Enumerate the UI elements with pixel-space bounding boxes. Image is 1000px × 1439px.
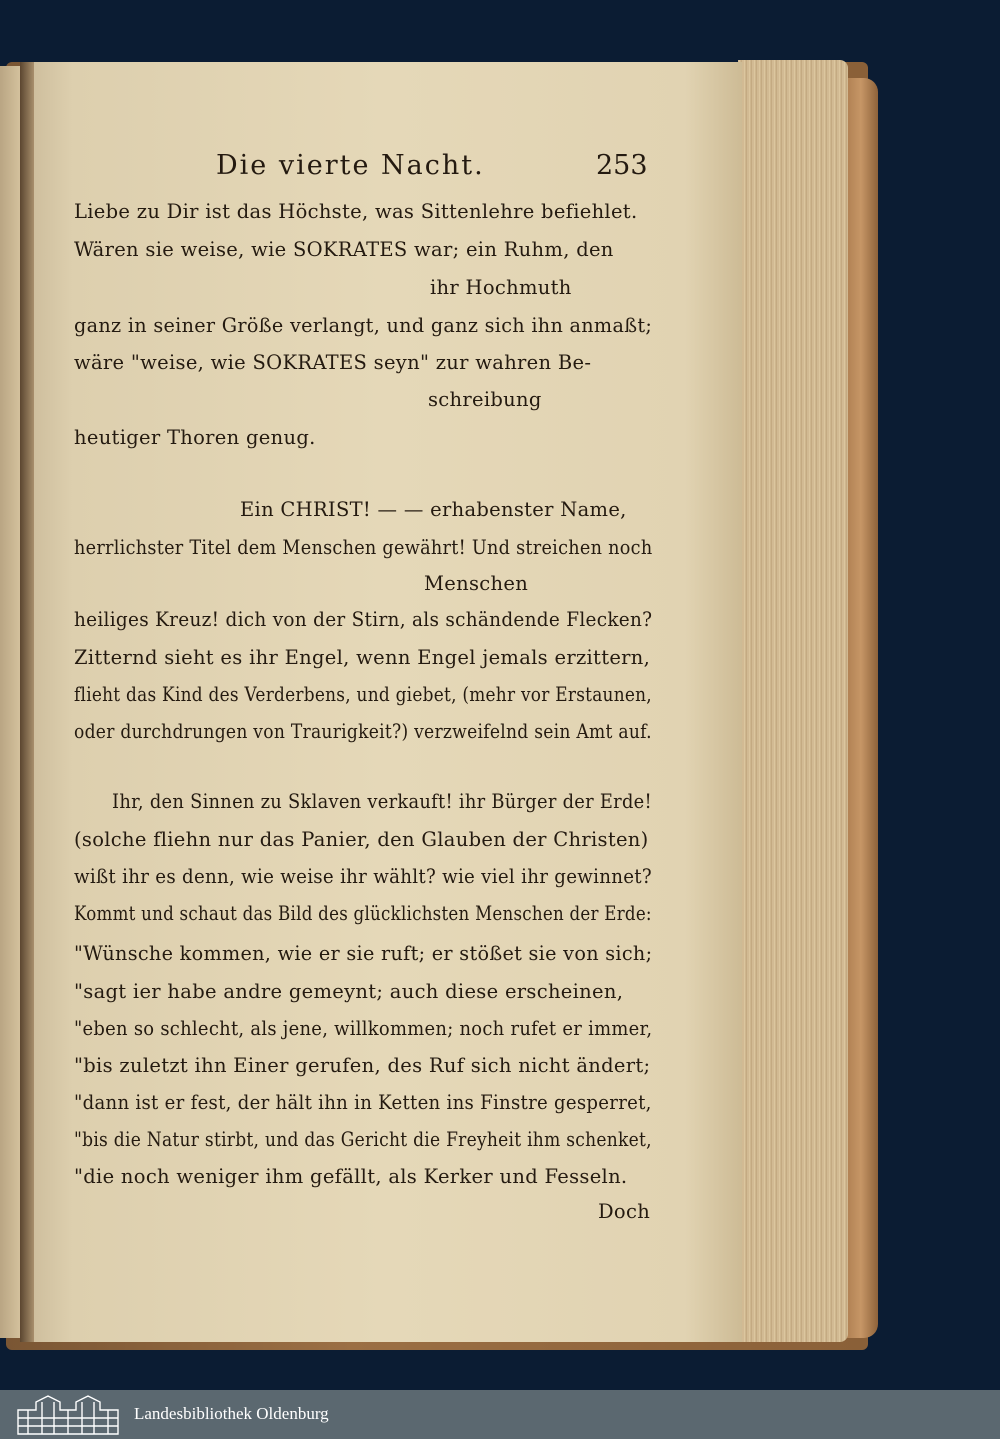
page-edges	[738, 60, 848, 1342]
text-line: schreibung	[428, 388, 542, 411]
text-line: "Wünsche kommen, wie er sie ruft; er stößet sie von sich;	[74, 942, 653, 965]
text-line: oder durchdrungen von Traurigkeit?) verzweifelnd sein Amt auf.	[74, 720, 652, 743]
text-line: wäre "weise, wie SOKRATES seyn" zur wahren Be-	[74, 351, 592, 374]
text-line: heiliges Kreuz! dich von der Stirn, als schändende Flecken?	[74, 608, 653, 631]
running-title: Die vierte Nacht.	[216, 150, 485, 181]
text-line: flieht das Kind des Verderbens, und giebet, (mehr vor Erstaunen,	[74, 683, 652, 706]
text-line: heutiger Thoren genug.	[74, 426, 316, 449]
text-line: "die noch weniger ihm gefällt, als Kerker und Fesseln.	[74, 1165, 628, 1188]
text-line: Menschen	[424, 572, 529, 595]
catchword: Doch	[598, 1200, 651, 1223]
text-line: Zitternd sieht es ihr Engel, wenn Engel jemals erzittern,	[74, 646, 651, 669]
library-name: Landesbibliothek Oldenburg	[134, 1404, 329, 1423]
book-gutter	[20, 62, 34, 1342]
text-line: (solche fliehn nur das Panier, den Glauben der Christen)	[74, 828, 649, 851]
text-line: Kommt und schaut das Bild des glücklichsten Menschen der Erde:	[74, 902, 652, 925]
text-line: herrlichster Titel dem Menschen gewährt! Und streichen noch	[74, 536, 653, 559]
text-line: Wären sie weise, wie SOKRATES war; ein Ruhm, den	[74, 238, 614, 261]
text-line: ihr Hochmuth	[430, 276, 572, 299]
text-line: "dann ist er fest, der hält ihn in Ketten ins Finstre gesperret,	[74, 1091, 652, 1114]
text-line: ganz in seiner Größe verlangt, und ganz sich ihn anmaßt;	[74, 314, 653, 337]
text-line: Ein CHRIST! — — erhabenster Name,	[240, 498, 627, 521]
text-line: "bis die Natur stirbt, und das Gericht die Freyheit ihm schenket,	[74, 1128, 652, 1151]
text-line: Liebe zu Dir ist das Höchste, was Sittenlehre befiehlet.	[74, 200, 638, 223]
text-line: "eben so schlecht, als jene, willkommen; noch rufet er immer,	[74, 1017, 653, 1040]
text-line: "bis zuletzt ihn Einer gerufen, des Ruf sich nicht ändert;	[74, 1054, 651, 1077]
page-number: 253	[596, 150, 648, 181]
text-line: Ihr, den Sinnen zu Sklaven verkauft! ihr Bürger der Erde!	[112, 790, 652, 813]
text-line: "sagt ier habe andre gemeynt; auch diese erscheinen,	[74, 980, 624, 1003]
library-building-icon	[14, 1394, 122, 1436]
text-line: wißt ihr es denn, wie weise ihr wählt? wie viel ihr gewinnet?	[74, 865, 652, 888]
